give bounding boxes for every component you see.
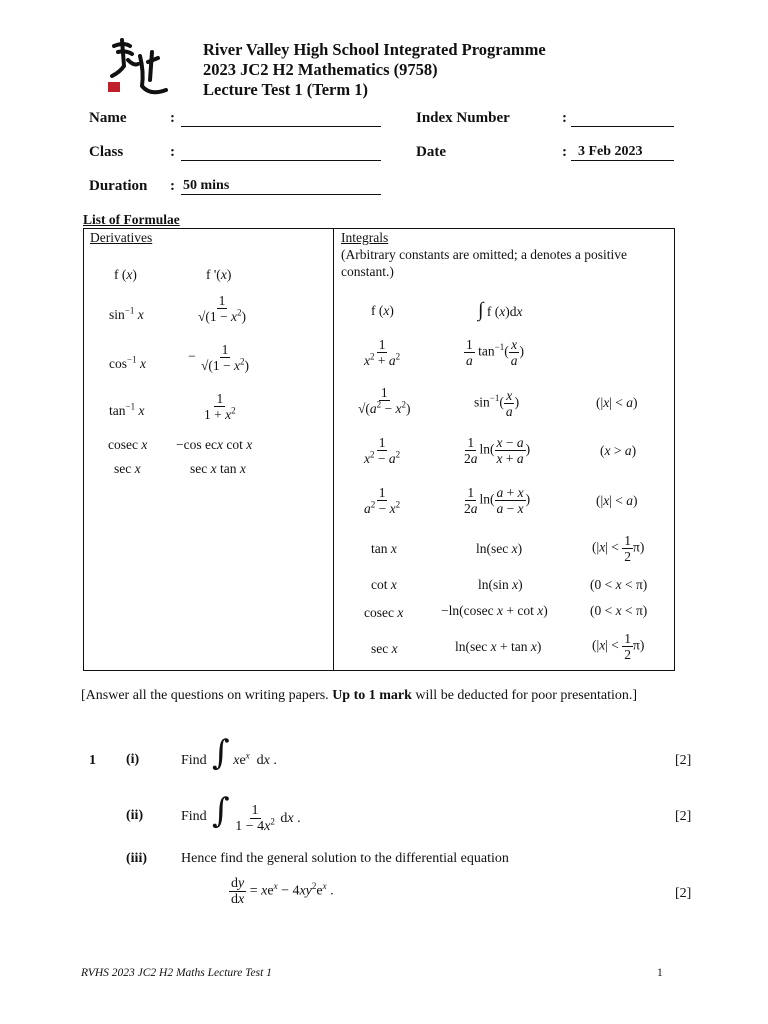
int-row1-result: $\frac{1}{a}$ $\tan^{-1}$( $\frac{x}{a}$ )	[466, 337, 524, 368]
header-line-2: 2023 JC2 H2 Mathematics (9758)	[203, 60, 438, 79]
int-tan: tan x	[371, 541, 397, 556]
deriv-arctan: $\tan^{-1} x$	[109, 401, 145, 418]
colon: :	[170, 178, 175, 194]
instructions-bold: Up to 1 mark	[332, 688, 412, 703]
int-cosec-cond: (0 < x < π)	[590, 603, 648, 618]
part-i-label: (i)	[126, 752, 140, 767]
school-logo	[100, 36, 172, 102]
part-ii-marks: [2]	[675, 809, 692, 824]
int-header-integral: ∫ f (x)dx	[478, 299, 523, 321]
name-label: Name	[89, 110, 127, 126]
formulae-title: List of Formulae	[83, 212, 180, 227]
int-row3-f: $\frac{1}{x^2 - a^2}$	[364, 435, 401, 466]
int-tan-result: ln(sec x)	[476, 541, 523, 556]
index-number-label: Index Number	[416, 110, 510, 126]
date-field	[571, 144, 674, 161]
int-sec-result: ln(sec x + tan x)	[455, 639, 542, 654]
deriv-sec: sec x	[114, 461, 141, 476]
integrals-note: (Arbitrary constants are omitted; a denotes a positive constant.)	[341, 247, 628, 279]
class-field[interactable]	[181, 160, 381, 161]
index-number-field[interactable]	[571, 126, 674, 127]
instructions-text-end: will be deducted for poor presentation.]	[415, 688, 638, 703]
int-cot: cot x	[371, 577, 397, 592]
duration-value: 50 mins	[183, 178, 230, 193]
colon: :	[170, 144, 175, 160]
deriv-arccos: $\cos^{-1} x$	[109, 354, 146, 371]
int-row1-f: $\frac{1}{x^2 + a^2}$	[364, 337, 401, 368]
int-row4-cond: (|x| < a)	[596, 493, 638, 508]
part-ii-label: (ii)	[126, 808, 144, 823]
int-row4-result: $\frac{1}{2a}$ ln( $\frac{a + x}{a - x}$ )	[464, 485, 531, 516]
colon: :	[562, 144, 567, 160]
duration-field	[181, 178, 381, 195]
part-iii-marks: [2]	[675, 886, 692, 901]
int-cot-cond: (0 < x < π)	[590, 577, 648, 592]
deriv-header-f: f (x)	[114, 267, 137, 282]
integrals-title: Integrals	[341, 230, 389, 245]
duration-label: Duration	[89, 178, 148, 194]
header-line-1: River Valley High School Integrated Programme	[203, 40, 546, 59]
deriv-arccos-result: − $\frac{1}{√(1 - x^2)}$	[188, 342, 250, 373]
header-line-3: Lecture Test 1 (Term 1)	[203, 80, 368, 99]
int-sec: sec x	[371, 641, 398, 656]
deriv-header-fprime: f '(x)	[206, 267, 232, 282]
deriv-arcsin-result: $\frac{1}{√(1 - x^2)}$	[198, 293, 247, 324]
column-divider	[333, 229, 334, 670]
derivatives-title: Derivatives	[90, 230, 153, 245]
int-cosec: cosec x	[364, 605, 404, 620]
int-header-f: f (x)	[371, 303, 394, 318]
int-sec-cond: (|x| < $\frac{1}{2}$ π)	[592, 631, 645, 662]
int-row3-result: $\frac{1}{2a}$ ln( $\frac{x - a}{x + a}$ )	[464, 435, 531, 466]
int-row2-cond: (|x| < a)	[596, 395, 638, 410]
question-number: 1	[89, 753, 96, 768]
deriv-arcsin: $\sin^{-1} x$	[109, 305, 144, 322]
instructions-text: [Answer all the questions on writing papers.	[81, 688, 329, 703]
int-row3-cond: (x > a)	[600, 443, 637, 458]
formulae-table	[83, 228, 675, 671]
differential-equation: $\frac{dy}{dx}$ = $xe^x - 4xy^2e^x$ .	[231, 876, 334, 907]
page-number: 1	[657, 967, 663, 979]
instructions	[81, 687, 675, 705]
footer-text: RVHS 2023 JC2 H2 Maths Lecture Test 1	[81, 967, 272, 979]
int-tan-cond: (|x| < $\frac{1}{2}$ π)	[592, 533, 645, 564]
class-label: Class	[89, 144, 124, 160]
int-row4-f: $\frac{1}{a^2 - x^2}$	[364, 485, 401, 516]
part-i-expression: ∫ $xe^x$ dx .	[212, 733, 277, 773]
deriv-sec-result: sec x tan x	[190, 461, 246, 476]
part-ii-verb: Find	[181, 809, 207, 824]
int-row2-result: $\sin^{-1}$( $\frac{x}{a}$ )	[474, 388, 520, 419]
colon: :	[170, 110, 175, 126]
int-cosec-result: −ln(cosec x + cot x)	[441, 603, 548, 618]
date-label: Date	[416, 144, 446, 160]
colon: :	[562, 110, 567, 126]
deriv-cosec-result: −cos ecx cot x	[176, 437, 253, 452]
int-row2-f: $\frac{1}{√(a^2 - x^2)}$	[358, 385, 411, 416]
int-cot-result: ln(sin x)	[478, 577, 523, 592]
part-iii-label: (iii)	[126, 851, 147, 866]
name-field[interactable]	[181, 126, 381, 127]
part-i-verb: Find	[181, 753, 207, 768]
deriv-cosec: cosec x	[108, 437, 148, 452]
part-i-marks: [2]	[675, 753, 692, 768]
part-iii-text: Hence find the general solution to the differential equation	[181, 851, 509, 866]
deriv-arctan-result: $\frac{1}{1 + x^2}$	[204, 391, 236, 422]
part-ii-expression: ∫ $\frac{1}{1 - 4x^2}$ dx .	[212, 791, 301, 835]
date-value: 3 Feb 2023	[578, 144, 643, 159]
